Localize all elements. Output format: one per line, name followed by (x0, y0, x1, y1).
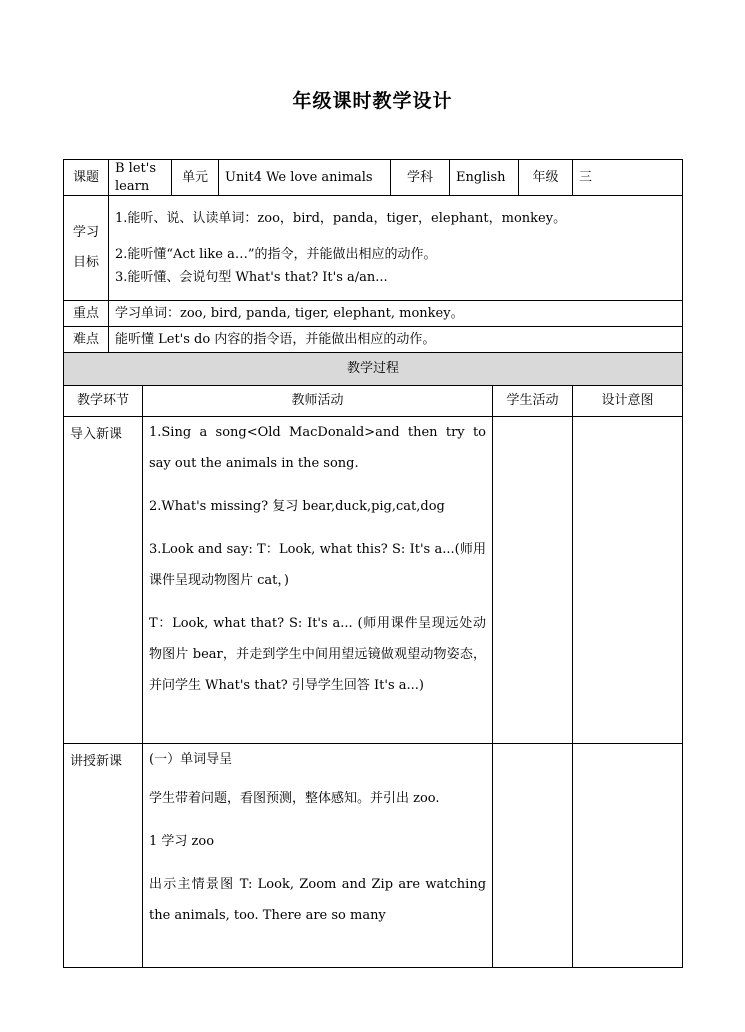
student-activity-cell (493, 417, 573, 744)
page-title: 年级课时教学设计 (292, 90, 453, 112)
column-header-stage: 教学环节 (64, 386, 143, 417)
objective-item: 3.能听懂、会说句型 What's that? It's a/an... (115, 270, 388, 286)
teacher-activity-paragraph: 3.Look and say: T：Look, what this? S: It's a...(师用课件呈现动物图片 cat，) (149, 542, 487, 589)
column-header-purpose: 设计意图 (573, 386, 683, 417)
lesson-plan-table (63, 159, 683, 968)
grade-label: 年级 (519, 160, 573, 196)
objectives-label-line1: 学习 (72, 225, 99, 241)
design-purpose-cell (573, 417, 683, 744)
teacher-activity-paragraph: 学生带着问题，看图预测，整体感知。并引出 zoo. (149, 791, 440, 807)
topic-label: 课题 (64, 160, 109, 196)
objectives-content (109, 196, 683, 301)
student-activity-cell (493, 744, 573, 968)
teacher-activity-paragraph: (一）单词导呈 (149, 752, 233, 768)
stage-name-text: 导入新课 (70, 427, 123, 443)
objective-item: 1.能听、说、认读单词：zoo，bird，panda，tiger，elephant，monkey。 (115, 211, 567, 227)
teacher-activity-paragraph: 1 学习 zoo (149, 834, 215, 850)
difficulties-value: 能听懂 Let's do 内容的指令语，并能做出相应的动作。 (109, 327, 683, 353)
difficulties-label: 难点 (64, 327, 109, 353)
design-purpose-cell (573, 744, 683, 968)
objectives-label-line2: 目标 (72, 255, 99, 271)
key-points-label: 重点 (64, 301, 109, 327)
unit-label: 单元 (172, 160, 219, 196)
topic-value: B let's learn (109, 160, 172, 196)
stage-name-text: 讲授新课 (70, 754, 123, 770)
column-header-student: 学生活动 (493, 386, 573, 417)
stage-name (64, 417, 143, 744)
teacher-activity-cell (143, 744, 493, 968)
teacher-activity-paragraph: 1.Sing a song<Old MacDonald>and then try to say out the animals in the song. (149, 425, 487, 472)
key-points-value: 学习单词：zoo, bird, panda, tiger, elephant, monkey。 (109, 301, 683, 327)
objective-item: 2.能听懂“Act like a…”的指令，并能做出相应的动作。 (115, 246, 437, 262)
teacher-activity-paragraph: T：Look, what that? S: It's a... (师用课件呈现远处动物图片 bear，并走到学生中间用望远镜做观望动物姿态，并问学生 What's that? 引导学生回答 It's a...) (149, 616, 487, 694)
teacher-activity-cell (143, 417, 493, 744)
teacher-activity-paragraph: 2.What's missing? 复习 bear,duck,pig,cat,dog (149, 499, 445, 515)
process-header: 教学过程 (64, 353, 683, 386)
column-header-teacher: 教师活动 (143, 386, 493, 417)
subject-label: 学科 (391, 160, 450, 196)
objectives-label (64, 196, 109, 301)
stage-name (64, 744, 143, 968)
unit-value: Unit4 We love animals (219, 160, 391, 196)
teacher-activity-paragraph: 出示主情景图 T: Look, Zoom and Zip are watching the animals, too. There are so many (149, 877, 487, 924)
grade-value: 三 (573, 160, 683, 196)
subject-value: English (450, 160, 519, 196)
